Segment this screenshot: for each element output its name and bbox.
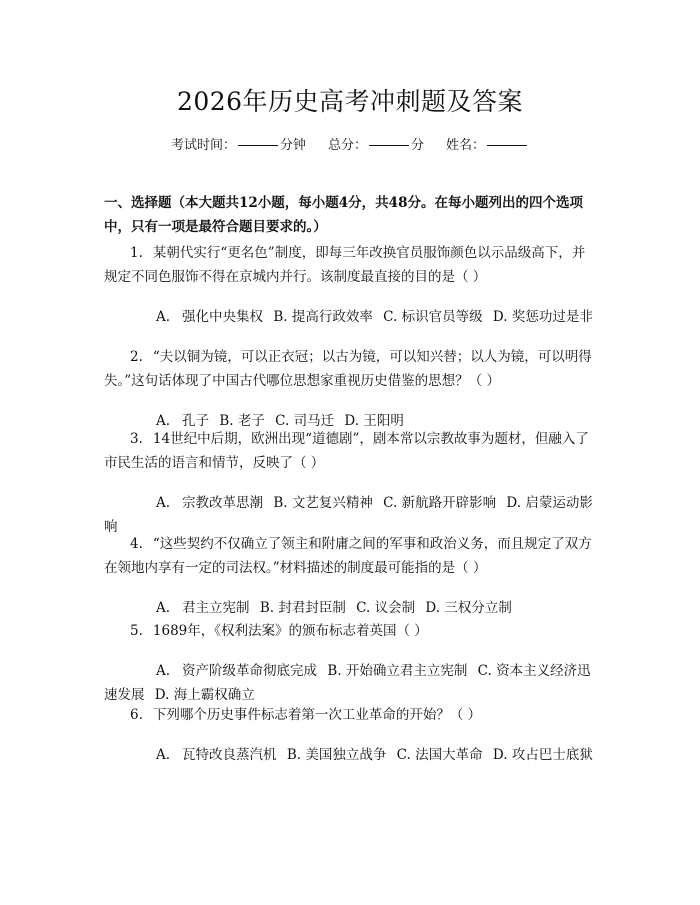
question-3: [104, 427, 596, 539]
time-field: [171, 134, 306, 153]
name-label: 姓名：: [446, 138, 486, 153]
question-text: 4. “这些契约不仅确立了领主和附庸之间的军事和政治义务，而且规定了双方在领地内享有一定的司法权。”材料描述的制度最可能指的是（ ）: [104, 536, 592, 576]
question-text: 3. 14世纪中后期，欧洲出现“道德剧”，剧本常以宗教故事为题材，但融入了市民生活的语言和情节，反映了（ ）: [104, 431, 589, 471]
page-title: 2026年历史高考冲刺题及答案: [176, 87, 524, 116]
question-text: 1. 某朝代实行“更名色”制度，即每三年改换官员服饰颜色以示品级高下，并规定不同色服饰不得在京城内并行。该制度最直接的目的是（ ）: [104, 245, 586, 285]
question-text: 5. 1689年，《权利法案》的颁布标志着英国（ ）: [130, 623, 428, 639]
score-blank: [369, 145, 409, 146]
question-options: A. 强化中央集权 B. 提高行政效率 C. 标识官员等级 D. 奖惩功过是非: [156, 309, 593, 325]
score-label: 总分：: [327, 138, 367, 153]
time-blank: [238, 145, 278, 146]
name-field: [446, 134, 529, 153]
score-unit: 分: [411, 138, 425, 153]
exam-meta: [0, 134, 700, 153]
question-text: 6. 下列哪个历史事件标志着第一次工业革命的开始？（ ）: [130, 707, 482, 723]
question-options: A. 君主立宪制 B. 封君封臣制 C. 议会制 D. 三权分立制: [156, 600, 512, 616]
question-1: [104, 241, 596, 329]
question-4: [104, 532, 596, 620]
score-field: [328, 134, 424, 153]
question-options: A. 孔子 B. 老子 C. 司马迁 D. 王阳明: [156, 413, 404, 429]
time-label: 考试时间：: [170, 138, 236, 153]
question-options: A. 宗教改革思潮 B. 文艺复兴精神 C. 新航路开辟影响 D. 启蒙运动影响: [104, 495, 593, 535]
question-text: 2. “夫以铜为镜，可以正衣冠；以古为镜，可以知兴替；以人为镜，可以明得失。”这句话体现了中国古代哪位思想家重视历史借鉴的思想？（ ）: [104, 349, 592, 389]
time-unit: 分钟: [279, 138, 306, 153]
question-options: A. 资产阶级革命彻底完成 B. 开始确立君主立宪制 C. 资本主义经济迅速发展 D. 海上霸权确立: [104, 663, 591, 703]
name-blank: [487, 145, 527, 146]
question-6: [104, 703, 596, 767]
question-2: [104, 345, 596, 433]
question-5: [104, 619, 596, 707]
section-heading: 一、选择题（本大题共12小题，每小题4分，共48分。在每小题列出的四个选项中，只有一项是最符合题目要求的。）: [104, 195, 583, 235]
question-options: A. 瓦特改良蒸汽机 B. 美国独立战争 C. 法国大革命 D. 攻占巴士底狱: [156, 747, 593, 763]
